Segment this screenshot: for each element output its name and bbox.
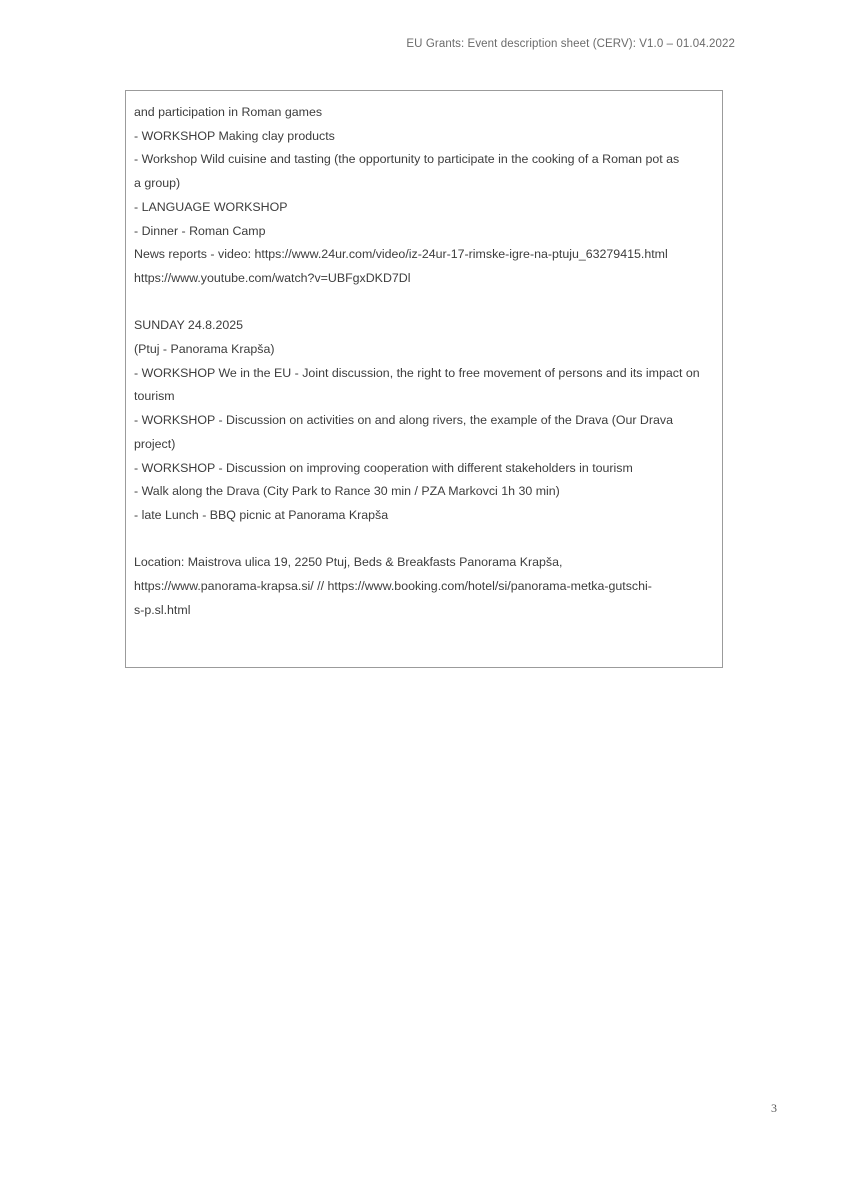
content-line: - Workshop Wild cuisine and tasting (the opportunity to participate in the cooking of a Roman pot as	[134, 152, 680, 167]
content-line: SUNDAY 24.8.2025	[134, 318, 244, 333]
content-line: News reports - video: https://www.24ur.com/video/iz-24ur-17-rimske-igre-na-ptuju_63279415.html	[134, 247, 668, 262]
content-line: - late Lunch - BBQ picnic at Panorama Krapša	[134, 507, 389, 522]
document-header: EU Grants: Event description sheet (CERV): V1.0 – 01.04.2022	[406, 38, 735, 50]
content-line: s-p.sl.html	[134, 602, 191, 617]
content-line: - LANGUAGE WORKSHOP	[134, 199, 288, 214]
content-text-box	[125, 90, 723, 668]
content-line: a group)	[134, 176, 181, 191]
content-line: - WORKSHOP - Discussion on improving cooperation with different stakeholders in tourism	[134, 460, 633, 475]
content-line: project)	[134, 436, 176, 451]
content-line: - Walk along the Drava (City Park to Rance 30 min / PZA Markovci 1h 30 min)	[134, 484, 560, 499]
content-line: (Ptuj - Panorama Krapša)	[134, 342, 275, 357]
content-line: - WORKSHOP Making clay products	[134, 128, 335, 143]
content-line: - WORKSHOP We in the EU - Joint discussion, the right to free movement of persons and its impact on	[134, 365, 700, 380]
content-line: - Dinner - Roman Camp	[134, 223, 266, 238]
content-line-blank	[134, 528, 710, 552]
content-lines-container	[126, 91, 722, 622]
content-line: https://www.panorama-krapsa.si/ // https://www.booking.com/hotel/si/panorama-metka-gutschi-	[134, 579, 652, 594]
page-number: 3	[771, 1101, 777, 1115]
content-line: tourism	[134, 389, 175, 404]
content-line: https://www.youtube.com/watch?v=UBFgxDKD7Dl	[134, 270, 411, 285]
content-line-blank	[134, 291, 710, 315]
content-line: Location: Maistrova ulica 19, 2250 Ptuj, Beds & Breakfasts Panorama Krapša,	[134, 555, 563, 570]
content-line: and participation in Roman games	[134, 105, 323, 119]
content-line: - WORKSHOP - Discussion on activities on and along rivers, the example of the Drava (Our Drava	[134, 413, 673, 428]
